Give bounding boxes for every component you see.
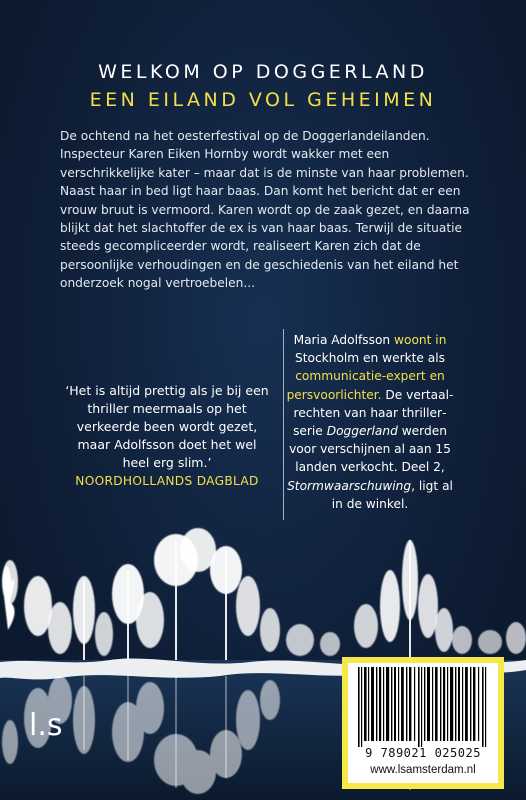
quote-text: ‘Het is altijd prettig als je bij een thriller meermaals op het verkeerde been wordt gezet, maar Adolfsson doet het wel heel erg slim.’ — [65, 383, 269, 470]
author-bio — [284, 331, 456, 513]
bio-text-3: werden voor verschijnen al aan 15 landen verkocht. Deel 2, — [289, 424, 451, 475]
review-quote — [64, 382, 270, 490]
barcode-box — [342, 657, 504, 789]
bio-text-1: Stockholm en werkte als — [294, 351, 446, 366]
publisher-website: www.lsamsterdam.nl — [370, 764, 476, 776]
title-line-1: WELKOM OP DOGGERLAND — [98, 61, 428, 83]
synopsis-text: De ochtend na het oesterfestival op de Doggerlandeilanden. Inspecteur Karen Eiken Hornby wordt wakker met een verschrikkelijke kater – maar dat is de minste van haar problemen. Naast haar in bed ligt haar baas. Dan komt het bericht dat er een vrouw bruut is vermoord. Karen wordt op de zaak gezet, en daarna blijkt dat het slachtoffer de ex is van haar baas. Terwijl de situatie steeds gecompliceerder wordt, realiseert Karen zich dat de persoonlijke verhoudingen en de geschiedenis van het eiland het onderzoek nogal vertroebelen... — [60, 129, 470, 291]
title-line-2: EEN EILAND VOL GEHEIMEN — [89, 89, 437, 111]
bio-series-title: Doggerland — [326, 424, 398, 439]
bio-highlight-2: communicatie-expert en — [295, 369, 445, 384]
barcode-image — [354, 667, 492, 747]
bio-author-name: Maria Adolfsson — [293, 333, 391, 347]
bio-highlight-3: persvoorlichter. — [286, 387, 382, 402]
bio-text-2: De vertaalrechten van haar thrillerserie — [293, 387, 454, 439]
publisher-logo: l.s — [29, 708, 63, 743]
quote-source: NOORDHOLLANDS DAGBLAD — [75, 474, 259, 488]
bio-highlight-1: woont in — [390, 333, 447, 347]
isbn-number: 9 789021 025025 — [365, 746, 481, 760]
bio-book-title: Stormwaarschuwing — [287, 478, 412, 493]
bio-text-4: , ligt al in de winkel. — [331, 478, 453, 511]
barcode-panel — [348, 663, 498, 783]
